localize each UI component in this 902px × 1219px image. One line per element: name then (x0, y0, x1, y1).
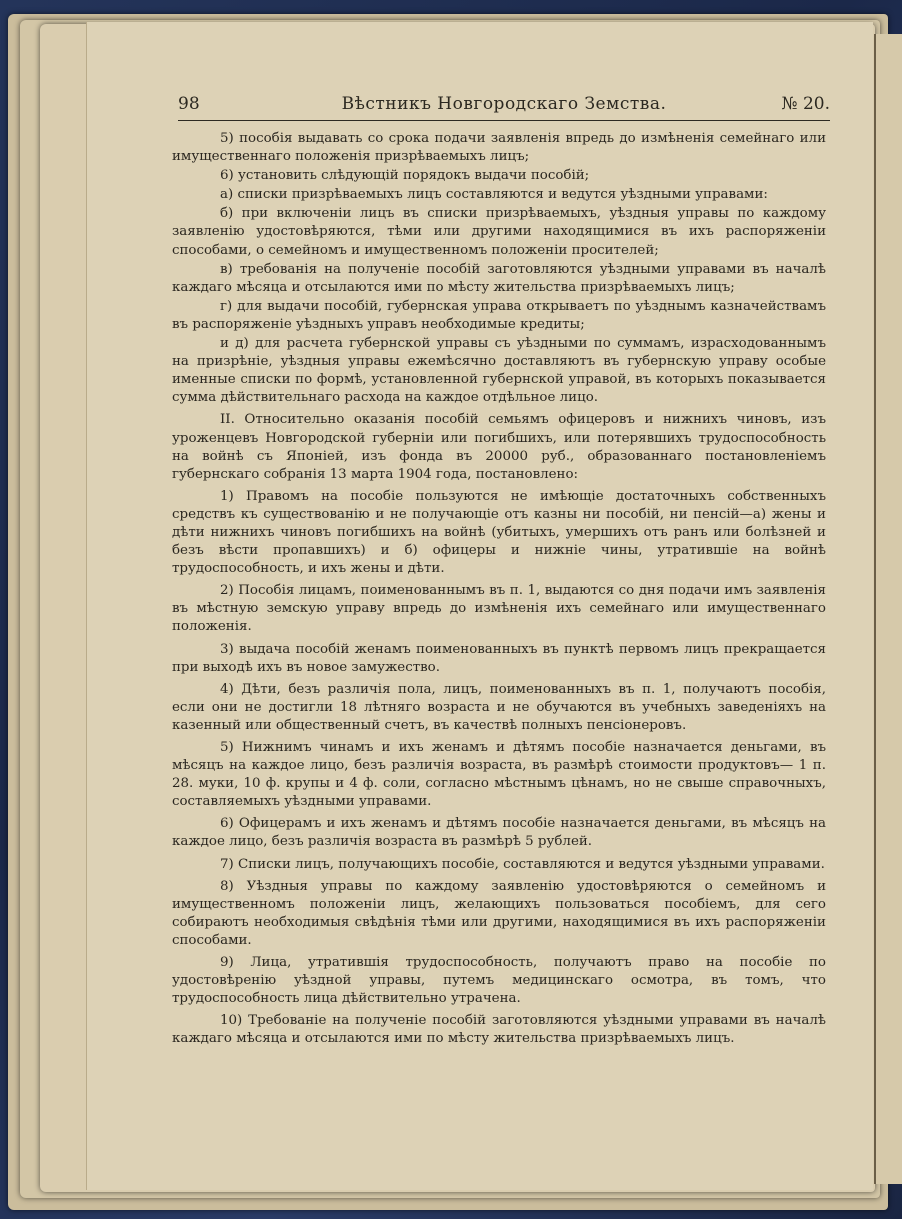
paragraph: 1) Правомъ на пособіе пользуются не имѣющіе достаточныхъ собственныхъ средствъ къ существованію и не получающіе отъ казны ни пособій, ни пенсій—а) жены и дѣти нижнихъ чиновъ погибшихъ на войнѣ (убитыхъ, умершихъ отъ ранъ или болѣзней и безъ вѣсти пропавшихъ) и б) офицеры и нижніе чины, утратившіе на войнѣ трудоспособность, и ихъ жены и дѣти. (172, 488, 826, 577)
paragraph: 4) Дѣти, безъ различія пола, лицъ, поименованныхъ въ п. 1, получаютъ пособія, если они не достигли 18 лѣтняго возраста и не обучаются въ учебныхъ заведеніяхъ на казенный или общественный счетъ, въ качествѣ полныхъ пенсіонеровъ. (172, 681, 826, 733)
page-body (172, 130, 826, 1053)
page-number: 98 (178, 94, 200, 114)
facing-page-edge (874, 34, 902, 1184)
issue-number: № 20. (781, 94, 830, 114)
running-header (178, 92, 830, 121)
paragraph: 5) пособія выдавать со срока подачи заявленія впредь до измѣненія семейнаго или имущественнаго положенія призрѣваемыхъ лицъ; (172, 131, 826, 165)
paragraph: 10) Требованіе на полученіе пособій заготовляются уѣздными управами въ началѣ каждаго мѣсяца и отсылаются ими по мѣсту жительства призрѣваемыхъ лицъ. (172, 1013, 826, 1047)
paragraph: 7) Списки лицъ, получающихъ пособіе, составляются и ведутся уѣздными управами. (220, 856, 825, 872)
paragraph: 9) Лица, утратившія трудоспособность, получаютъ право на пособіе по удостовѣренію уѣздной управы, путемъ медицинскаго осмотра, въ томъ, что трудоспособность лица дѣйствительно утрачена. (172, 955, 826, 1007)
paragraph: II. Относительно оказанія пособій семьямъ офицеровъ и нижнихъ чиновъ, изъ уроженцевъ Новгородской губерніи или погибшихъ, или потерявшихъ трудоспособность на войнѣ съ Японіей, изъ фонда въ 20000 руб., образованнаго постановленіемъ губернскаго собранія 13 марта 1904 года, постановлено: (172, 412, 826, 482)
paragraph: б) при включеніи лицъ въ списки призрѣваемыхъ, уѣздныя управы по каждому заявленію удостовѣряются, тѣми или другими находящимися въ ихъ распоряженіи способами, о семейномъ и имущественномъ положеніи просителей; (172, 206, 826, 258)
paragraph: 6) Офицерамъ и ихъ женамъ и дѣтямъ пособіе назначается деньгами, въ мѣсяцъ на каждое лицо, безъ различія возраста въ размѣрѣ 5 рублей. (172, 816, 826, 850)
paragraph: 8) Уѣздныя управы по каждому заявленію удостовѣряются о семейномъ и имущественномъ положеніи лицъ, желающихъ пользоваться пособіемъ, для сего собираютъ необходимыя свѣдѣнія тѣми или другими, находящимися въ ихъ распоряженіи способами. (172, 878, 826, 948)
paragraph: в) требованія на полученіе пособій заготовляются уѣздными управами въ началѣ каждаго мѣсяца и отсылаются ими по мѣсту жительства призрѣваемыхъ лицъ; (172, 261, 826, 295)
paragraph: 3) выдача пособій женамъ поименованныхъ въ пунктѣ первомъ лицъ прекращается при выходѣ ихъ въ новое замужество. (172, 641, 826, 675)
paragraph: 5) Нижнимъ чинамъ и ихъ женамъ и дѣтямъ пособіе назначается деньгами, въ мѣсяцъ на каждое лицо, безъ различія возраста, въ размѣрѣ стоимости продуктовъ— 1 п. 28. муки, 10 ф. крупы и 4 ф. соли, согласно мѣстнымъ цѣнамъ, но не свыше справочныхъ, составляемыхъ уѣздными управами. (172, 740, 826, 810)
paragraph: г) для выдачи пособій, губернская управа открываетъ по уѣзднымъ казначействамъ въ распоряженіе уѣздныхъ управъ необходимые кредиты; (172, 298, 826, 332)
paragraph: а) списки призрѣваемыхъ лицъ составляются и ведутся уѣздными управами: (220, 187, 768, 203)
journal-title: Вѣстникъ Новгородскаго Земства. (341, 94, 667, 114)
paragraph: и д) для расчета губернской управы съ уѣздными по суммамъ, израсходованнымъ на призрѣніе, уѣздныя управы ежемѣсячно доставляютъ въ губернскую управу особые именные списки по формѣ, установленной губернской управой, въ которыхъ показывается сумма дѣйствительнаго расхода на каждое отдѣльное лицо. (172, 336, 826, 406)
paragraph: 6) установить слѣдующій порядокъ выдачи пособій; (220, 168, 590, 184)
paragraph: 2) Пособія лицамъ, поименованнымъ въ п. 1, выдаются со дня подачи имъ заявленія въ мѣстную земскую управу впредь до измѣненія ихъ семейнаго или имущественнаго положенія. (172, 583, 826, 635)
